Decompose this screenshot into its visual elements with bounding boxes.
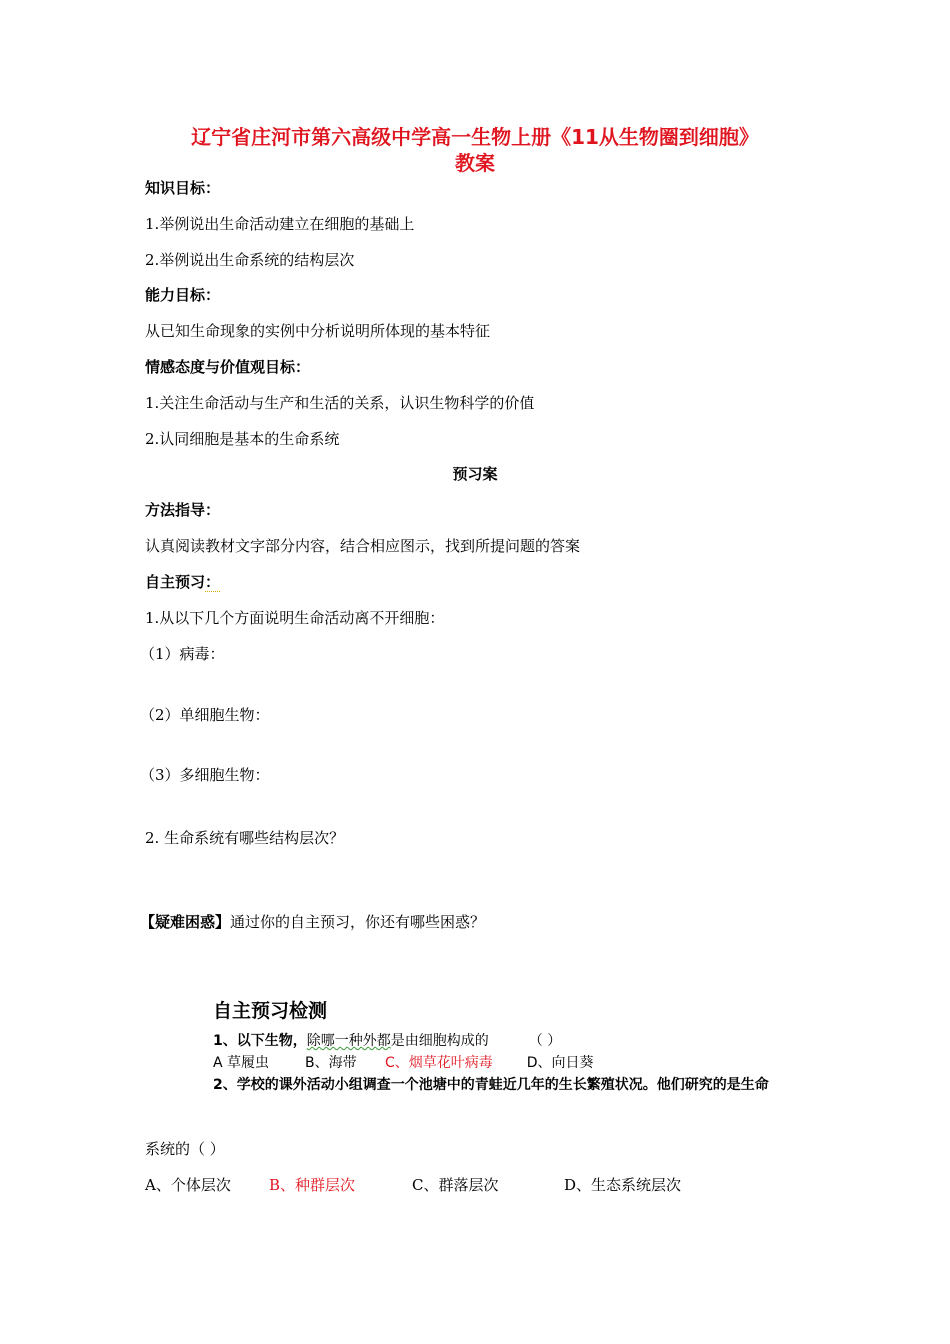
check-opt-c-text: 烟草花叶病毒: [408, 1055, 493, 1071]
check-q1-prefix: 1、以下生物，: [213, 1033, 307, 1049]
method-text: 认真阅读教材文字部分内容，结合相应图示，找到所提问题的答案: [145, 537, 581, 555]
self-study-colon: ：: [205, 573, 221, 591]
check-q1-paren: （ ）: [528, 1033, 562, 1049]
knowledge-item-2: 2.举例说出生命系统的结构层次: [145, 251, 355, 269]
final-options: [145, 1175, 681, 1195]
final-opt-b: B、种群层次: [269, 1176, 356, 1194]
knowledge-heading: 知识目标：: [145, 179, 221, 197]
check-opt-d: D、向日葵: [526, 1055, 594, 1071]
check-question-1: [213, 1032, 561, 1050]
final-opt-c: C、群落层次: [412, 1176, 499, 1194]
doubt-text: 通过你的自主预习，你还有哪些困惑？: [230, 913, 486, 931]
question-2: 2. 生命系统有哪些结构层次？: [145, 829, 345, 847]
knowledge-item-1: 1.举例说出生命活动建立在细胞的基础上: [145, 215, 415, 233]
ability-text: 从已知生命现象的实例中分析说明所体现的基本特征: [145, 322, 491, 340]
doc-title-line1: 辽宁省庄河市第六高级中学高一生物上册《11从生物圈到细胞》: [191, 125, 759, 149]
final-opt-a: A、个体层次: [145, 1176, 231, 1194]
question-1-virus: （1）病毒：: [140, 645, 225, 663]
method-heading: 方法指导：: [145, 501, 221, 519]
self-study-label: 自主预习: [145, 573, 206, 591]
check-question-2: 2、学校的课外活动小组调查一个池塘中的青蛙近几年的生长繁殖状况。他们研究的是生命: [213, 1077, 769, 1093]
check-q1-suffix: 是由细胞构成的: [390, 1033, 489, 1049]
ability-heading: 能力目标：: [145, 286, 221, 304]
self-study-heading: [145, 572, 220, 592]
self-check-image: [205, 990, 805, 1100]
final-opt-d: D、生态系统层次: [564, 1176, 682, 1194]
question-1: 1.从以下几个方面说明生命活动离不开细胞：: [145, 609, 445, 627]
preview-title: 预习案: [452, 465, 498, 483]
emotion-heading: 情感态度与价值观目标：: [145, 358, 311, 376]
question-1-unicellular: （2）单细胞生物：: [140, 706, 270, 724]
question-1-multicellular: （3）多细胞生物：: [140, 766, 270, 784]
doc-title-line2: 教案: [455, 151, 495, 175]
check-q1-emphasis: 除哪一种外都: [306, 1033, 391, 1049]
doubt-label: 【疑难困惑】: [140, 913, 231, 931]
check-opt-a: A 草履虫: [213, 1055, 270, 1071]
emotion-item-2: 2.认同细胞是基本的生命系统: [145, 430, 340, 448]
check-opt-b: B、海带: [305, 1055, 357, 1071]
self-check-title: 自主预习检测: [213, 1000, 328, 1022]
check-question-1-options: [213, 1054, 594, 1072]
emotion-item-1: 1.关注生命活动与生产和生活的关系，认识生物科学的价值: [145, 394, 535, 412]
question-continuation: 系统的（ ）: [145, 1140, 225, 1158]
check-opt-c: C、: [385, 1055, 409, 1071]
doubt-line: [140, 912, 485, 932]
